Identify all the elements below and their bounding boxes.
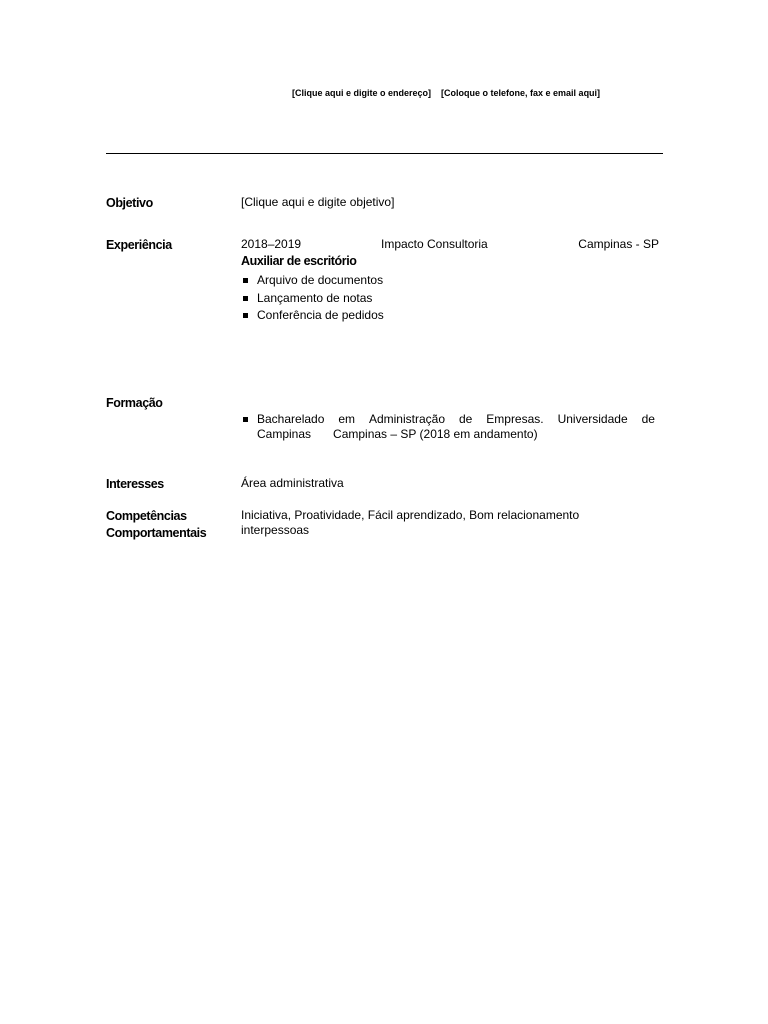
experience-city: Campinas - SP xyxy=(578,237,659,251)
competencies-text: Iniciativa, Proatividade, Fácil aprendizado, Bom relacionamento interpessoas xyxy=(241,508,580,537)
experience-job-title: Auxiliar de escritório xyxy=(241,254,357,268)
list-item: Conferência de pedidos xyxy=(241,307,384,325)
list-item: Lançamento de notas xyxy=(241,290,384,308)
education-entry xyxy=(241,412,655,442)
list-item: Arquivo de documentos xyxy=(241,272,384,290)
experience-label: Experiência xyxy=(106,238,172,252)
education-degree-line: Bacharelado em Administração de Empresas. Universidade de xyxy=(257,412,655,426)
interests-text: Área administrativa xyxy=(241,476,344,490)
contact-header xyxy=(292,88,600,98)
experience-task-list xyxy=(241,272,384,325)
contact-placeholder[interactable]: [Coloque o telefone, fax e email aqui] xyxy=(441,88,601,98)
address-placeholder[interactable]: [Clique aqui e digite o endereço] xyxy=(292,88,432,98)
objective-placeholder[interactable]: [Clique aqui e digite objetivo] xyxy=(241,195,395,209)
header-divider xyxy=(106,153,663,154)
experience-company: Impacto Consultoria xyxy=(381,237,488,251)
objective-label: Objetivo xyxy=(106,196,153,210)
interests-label: Interesses xyxy=(106,477,164,491)
education-label: Formação xyxy=(106,396,163,410)
education-location-line: Campinas Campinas – SP (2018 em andamento) xyxy=(257,427,538,441)
bullet-icon xyxy=(243,417,248,422)
competencies-label: Competências Comportamentais xyxy=(106,509,207,540)
experience-years: 2018–2019 xyxy=(241,237,302,251)
